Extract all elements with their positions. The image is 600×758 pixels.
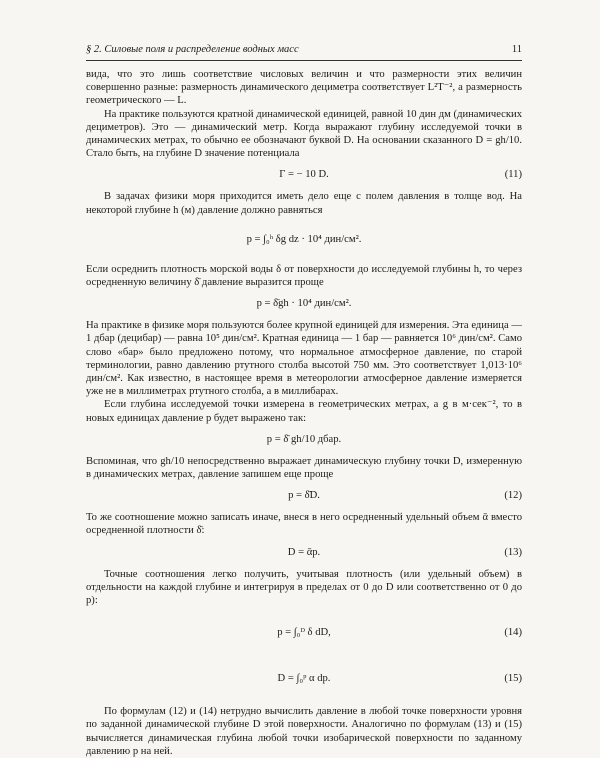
formula-12 [86,487,522,505]
running-header [86,44,522,61]
equation-number: (14) [504,627,522,639]
formula-text: p = ∫₀ʰ δg dz · 10⁴ дин/см². [246,233,362,245]
formula-14 [86,613,522,653]
formula-pressure-mean [86,295,522,313]
paragraph: Вспоминая, что gh/10 непосредственно выражает динамическую глубину точки D, измеренную в динамических метрах, давление запишем еще проще [86,455,522,481]
paragraph: По формулам (12) и (14) нетрудно вычислить давление в любой точке поверхности уровня по заданной динамической глубине D этой поверхности. Аналогично по формулам (13) и (15) вычисляется динамическая глубина любой точки изобарической поверхности по заданному давлению p на ней. [86,706,522,757]
paragraph: Если осреднить плотность морской воды δ от поверхности до исследуемой глубины h, то через осредненную величину δ̄ давление выразится проще [86,263,522,289]
paragraph: вида, что это лишь соответствие числовых величин и что размерности этих величин совершенно разные: размерность динамического дециметра соответствует L²T⁻², а размерность геометрического — L. [86,69,522,107]
equation-number: (11) [504,169,522,181]
formula-13 [86,544,522,562]
header-title: § 2. Силовые поля и распределение водных масс [86,44,299,55]
formula-pressure-dbar [86,431,522,449]
paragraph: На практике в физике моря пользуются более крупной единицей для измерения. Эта единица — 1 дбар (децибар) — равна 10⁵ дин/см². Кратная единица — 1 бар — равняется 10⁶ дин/см². Само слово «бар» было предложено потому, что нормальное атмосферное давление, по старой терминологии, равно давлению ртутного столба высотой 750 мм. Это соответствует 1,013·10⁶ дин/см². Как известно, в настоящее время в метеорологии атмосферное давление измеряется уже не в миллиметрах ртутного столба, а в миллибарах. [86,320,522,398]
paragraph: То же соотношение можно записать иначе, внеся в него осредненный удельный объем ᾱ вместо осредненной плотности δ̄: [86,512,522,537]
formula-text: p = δ̄gh · 10⁴ дин/см². [256,298,352,310]
formula-text: p = δ̄D. [288,490,320,502]
formula-15 [86,659,522,699]
paragraph: В задачах физики моря приходится иметь дело еще с полем давления в толще вод. На некоторой глубине h (м) давление должно равняться [86,191,522,216]
page-body [86,68,522,758]
paragraph: Если глубина исследуемой точки измерена в геометрических метрах, а g в м·сек⁻², то в новых единицах давление p будет выражено так: [86,399,522,424]
equation-number: (12) [504,490,522,502]
formula-text: D = ∫₀ᵖ α dp. [277,673,331,685]
equation-number: (13) [504,546,522,558]
formula-text: D = ᾱp. [287,546,321,558]
paragraph: На практике пользуются кратной динамической единицей, равной 10 дин дм (динамических дециметров). Это — динамический метр. Когда выражают глубину исследуемой точки в динамических метрах, то обычно ее обозначают буквой D. На основании сказанного D = gh/10. Стало быть, на глубине D значение потенциала [86,108,522,160]
page-number: 11 [511,44,522,55]
formula-11 [86,166,522,184]
formula-text: p = δ̄ gh/10 дбар. [266,433,342,445]
paragraph: Точные соотношения легко получить, учитывая плотность (или удельный объем) в отдельности на каждой глубине и интегрируя в пределах от 0 до D или соответственно от 0 до p): [86,568,522,607]
equation-number: (15) [504,673,522,685]
formula-text: p = ∫₀ᴰ δ dD, [277,627,331,639]
formula-text: Γ = − 10 D. [279,169,329,181]
formula-pressure-integral [86,223,522,257]
